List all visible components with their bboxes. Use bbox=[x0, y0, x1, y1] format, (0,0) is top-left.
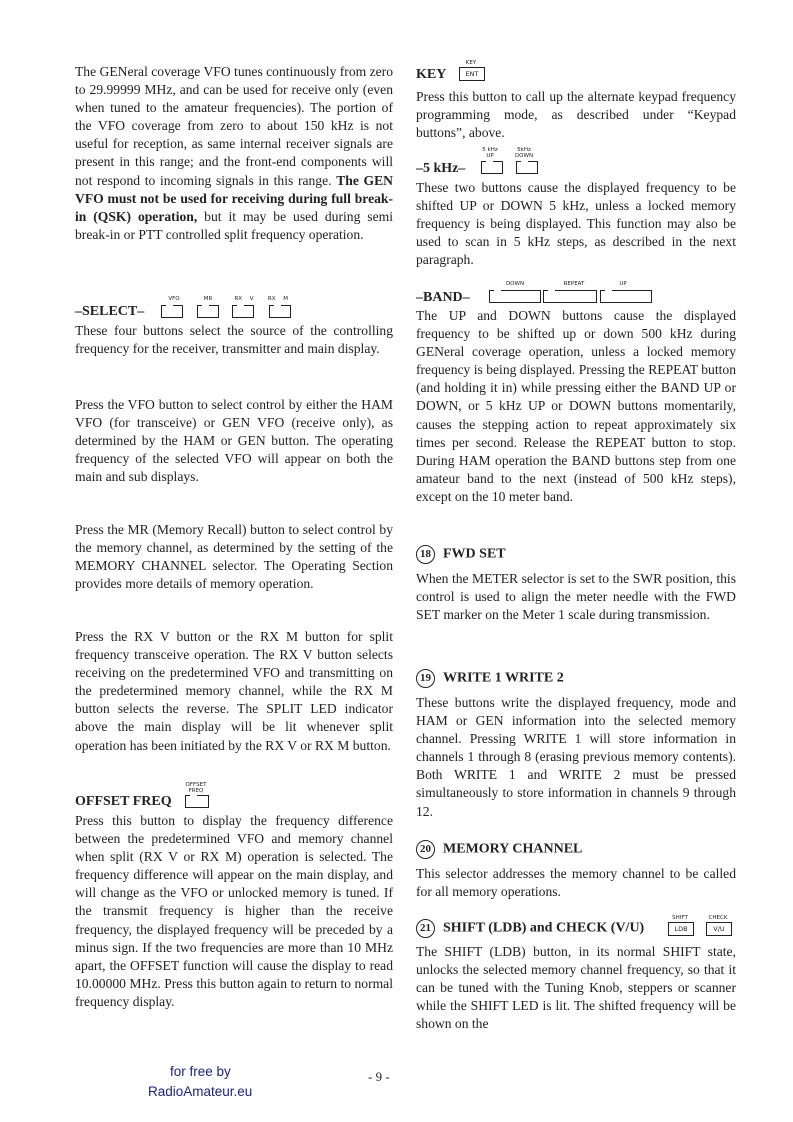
fwd-set-paragraph: When the METER selector is set to the SWR position, this control is used to align the meter needle with the FWD SET marker on the Meter 1 scale during transmission. bbox=[416, 571, 736, 623]
check-label: CHECK bbox=[708, 915, 728, 921]
offset-freq-button-icon bbox=[185, 795, 209, 808]
vfo-button-paragraph: Press the VFO button to select control by either the HAM VFO (for transceive) or GEN VFO (receive only), as determined by the HAM or GEN button. The operating frequency of the selected VFO will appear on both the main and sub displays. bbox=[75, 397, 393, 485]
rx-m-button-icon bbox=[269, 305, 291, 318]
key-heading: KEY bbox=[416, 67, 447, 82]
shift-check-paragraph: The SHIFT (LDB) button, in its normal SHIFT state, unlocks the selected memory channel frequency, so that it can be tuned with the Tuning Knob, steppers or scanner while the SHIFT LED is lit. The shifted frequency will be shown on the bbox=[416, 944, 736, 1032]
mr-button-paragraph: Press the MR (Memory Recall) button to select control by the memory channel, as determined by the setting of the MEMORY CHANNEL selector. The Operating Section provides more details of memory operation. bbox=[75, 522, 393, 592]
5khz-up-button-icon bbox=[481, 161, 503, 174]
5khz-paragraph: These two buttons cause the displayed frequency to be shifted UP or DOWN 5 kHz, unless a locked memory frequency is being displayed. This function may also be used to scan in 5 kHz steps, as described in the next paragraph. bbox=[416, 180, 736, 268]
qsk-warning: The GEN VFO must not be used for receiving during full break-in (QSK) operation, bbox=[75, 172, 393, 224]
5khz-down-label: 5kHz DOWN bbox=[514, 147, 534, 159]
offset-label: OFFSET bbox=[185, 782, 207, 788]
offset-freq-paragraph: Press this button to display the frequency difference between the predetermined VFO and memory channel when split (RX V or RX M) operation is selected. The frequency difference will appear on the main display, and will change as the VFO or unlocked memory is tuned. If the transmit frequency is higher than the receive frequency, the displayed frequency will be preceded by a minus sign. If the two frequencies are more than 10 MHz apart, the OFFSET function will cause the display to read 10.00000 MHz. Press this button again to return to normal frequency display. bbox=[75, 813, 393, 1009]
select-heading: –SELECT– bbox=[75, 304, 145, 319]
shift-check-heading: 21 SHIFT (LDB) and CHECK (V/U) bbox=[416, 919, 644, 938]
fwd-set-heading: 18 FWD SET bbox=[416, 545, 506, 564]
number-18-icon: 18 bbox=[416, 545, 435, 564]
5khz-up-label: 5 kHz UP bbox=[482, 147, 498, 159]
footer-free-text: for free by bbox=[170, 1064, 231, 1079]
rx-v-button-icon bbox=[232, 305, 254, 318]
mr-button-label: MR bbox=[203, 296, 213, 302]
page-number: - 9 - bbox=[368, 1069, 390, 1084]
band-repeat-label: REPEAT bbox=[563, 281, 585, 287]
band-down-button-icon bbox=[489, 290, 541, 303]
write-paragraph: These buttons write the displayed frequency, mode and HAM or GEN information into the selected memory channel. Pressing WRITE 1 will store information in channels 1 through 8 (erasing previous memory contents). Both WRITE 1 and WRITE 2 must be pressed simultaneously to store information in channels 9 through 12. bbox=[416, 695, 736, 819]
band-up-label: UP bbox=[619, 281, 627, 287]
vfo-button-label: VFO bbox=[168, 296, 180, 302]
mr-button-icon bbox=[197, 305, 219, 318]
write-heading: 19 WRITE 1 WRITE 2 bbox=[416, 669, 564, 688]
number-19-icon: 19 bbox=[416, 669, 435, 688]
5khz-heading: –5 kHz– bbox=[416, 161, 466, 176]
vfo-button-icon bbox=[161, 305, 183, 318]
band-up-button-icon bbox=[600, 290, 652, 303]
rx-m-button-label: RX M bbox=[267, 296, 289, 302]
ent-button-icon: ENT bbox=[459, 67, 485, 81]
vu-button-icon: V/U bbox=[706, 922, 732, 936]
rx-v-button-label: RX V bbox=[234, 296, 254, 302]
memory-channel-paragraph: This selector addresses the memory channel to be called for all memory operations. bbox=[416, 866, 736, 900]
memory-channel-heading: 20 MEMORY CHANNEL bbox=[416, 840, 582, 859]
band-repeat-button-icon bbox=[543, 290, 597, 303]
band-heading: –BAND– bbox=[416, 290, 470, 305]
5khz-down-button-icon bbox=[516, 161, 538, 174]
shift-label: SHIFT bbox=[672, 915, 688, 921]
key-label: KEY bbox=[465, 60, 477, 66]
footer-site-link[interactable]: RadioAmateur.eu bbox=[148, 1084, 253, 1099]
offset-freq-heading: OFFSET FREQ bbox=[75, 794, 172, 809]
vfo-intro-paragraph: The GENeral coverage VFO tunes continuously from zero to 29.99999 MHz, and can be used for receive only (even when tuned to the amateur frequencies). The portion of the VFO coverage from zero to about 150 kHz is not useful for reception, as same internal receiver signals are present in this range; and the front-end components will not respond to incoming signals in this range. The GEN VFO must not be used for receiving during full break-in (QSK) operation, but it may be used during semi break-in or PTT controlled split frequency operation. bbox=[75, 64, 393, 242]
freq-label: FREQ bbox=[188, 788, 204, 794]
band-paragraph: The UP and DOWN buttons cause the displayed frequency to be shifted up or down 500 kHz during GENeral coverage operation, unless a locked memory frequency is being displayed. Pressing the REPEAT button (and holding it in) while pressing either the BAND UP or DOWN, or 5 kHz UP or DOWN buttons momentarily, causes the stepping action to repeat approximately six times per second. Release the REPEAT button to stop. During HAM operation the BAND buttons step from one amateur band to the next (instead of 500 kHz steps), except on the 10 meter band. bbox=[416, 308, 736, 504]
select-paragraph: These four buttons select the source of the controlling frequency for the receiver, transmitter and main display. bbox=[75, 323, 393, 357]
split-paragraph: Press the RX V button or the RX M button for split frequency transceive operation. The RX V button selects receiving on the predetermined VFO and transmitting on the predetermined memory channel, while the RX M button selects the reverse. The SPLIT LED indicator above the main display will be lit whenever split operation has been initiated by the RX V or RX M button. bbox=[75, 629, 393, 753]
ldb-button-icon: LDB bbox=[668, 922, 694, 936]
key-paragraph: Press this button to call up the alternate keypad frequency programming mode, as described under “Keypad buttons”, above. bbox=[416, 89, 736, 141]
number-21-icon: 21 bbox=[416, 919, 435, 938]
band-down-label: DOWN bbox=[505, 281, 525, 287]
number-20-icon: 20 bbox=[416, 840, 435, 859]
